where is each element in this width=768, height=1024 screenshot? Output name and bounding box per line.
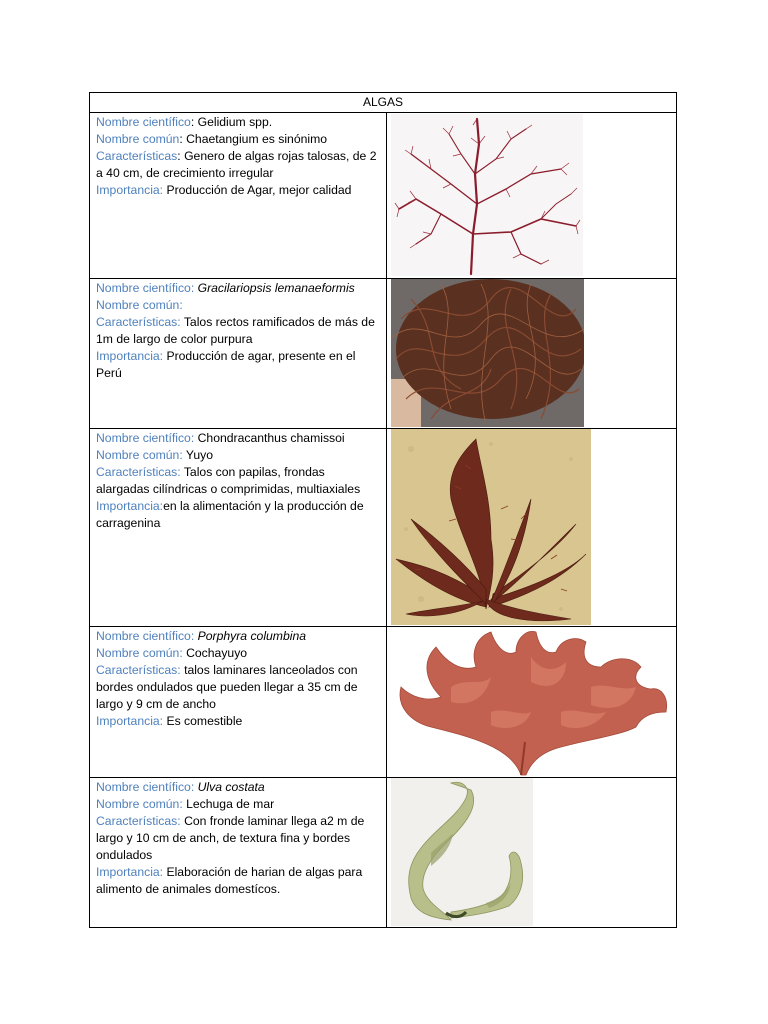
table-row — [90, 279, 677, 429]
field-label: Nombre científico — [96, 115, 191, 129]
porphyra-image — [391, 627, 673, 776]
importance-line — [96, 348, 380, 382]
characteristics-line — [96, 662, 380, 713]
chondracanthus-image — [391, 429, 591, 625]
importance: Elaboración de harian de algas para alimento de animales domestícos. — [96, 865, 363, 896]
common-name-line — [96, 297, 380, 314]
description-cell — [90, 778, 387, 928]
common-name-line — [96, 796, 380, 813]
characteristics-line — [96, 464, 380, 498]
characteristics-line — [96, 314, 380, 348]
common-name: Yuyo — [185, 448, 213, 462]
field-label: Características: — [96, 315, 181, 329]
field-label: Características: — [96, 663, 181, 677]
field-label: Nombre científico: — [96, 431, 195, 445]
common-name: Chaetangium es sinónimo — [186, 132, 328, 146]
common-name-line: Nombre común: Chaetangium es sinónimo — [96, 132, 328, 146]
common-name: Lechuga de mar — [186, 797, 275, 811]
description-cell — [90, 113, 387, 279]
characteristics: Talos con papilas, frondas alargadas cilíndricas o comprimidas, multiaxiales — [96, 465, 361, 496]
field-label: Importancia: — [96, 183, 164, 197]
image-cell — [387, 113, 677, 279]
field-label: Nombre común: — [96, 797, 183, 811]
field-label: Nombre científico: — [96, 629, 195, 643]
description-cell — [90, 279, 387, 429]
field-label: Nombre científico: — [96, 281, 195, 295]
importance: en la alimentación y la producción de carragenina — [96, 499, 364, 530]
table-row — [90, 778, 677, 928]
importance-line — [96, 713, 380, 730]
characteristics-line: Características: Genero de algas rojas talosas, de 2 a 40 cm, de crecimiento irregular — [96, 149, 377, 180]
importance: Producción de Agar, mejor calidad — [166, 183, 352, 197]
characteristics: talos laminares lanceolados con bordes ondulados que pueden llegar a 35 cm de largo y 9 cm de ancho — [96, 663, 358, 711]
image-cell — [387, 627, 677, 778]
importance: Es comestible — [166, 714, 243, 728]
common-name: Cochayuyo — [186, 646, 248, 660]
scientific-name-line — [96, 430, 380, 447]
field-label: Características: — [96, 465, 181, 479]
field-label: Importancia: — [96, 349, 164, 363]
description-cell — [90, 429, 387, 627]
description-cell — [90, 627, 387, 778]
importance-line — [96, 498, 380, 532]
importance-line — [96, 864, 380, 898]
field-label: Importancia: — [96, 499, 164, 513]
field-label: Nombre común: — [96, 646, 183, 660]
table-title: ALGAS — [90, 93, 677, 113]
scientific-name-line — [96, 628, 380, 645]
importance-line — [96, 182, 380, 199]
table-row — [90, 627, 677, 778]
field-label: Nombre científico: — [96, 780, 195, 794]
ulva-image — [391, 778, 533, 926]
scientific-name: Chondracanthus chamissoi — [197, 431, 345, 445]
image-cell — [387, 429, 677, 627]
gracilariopsis-image — [391, 279, 584, 427]
field-label: Características — [96, 149, 178, 163]
gelidium-image — [391, 114, 583, 276]
table-row — [90, 113, 677, 279]
importance: Producción de agar, presente en el Perú — [96, 349, 356, 380]
field-label: Importancia: — [96, 714, 164, 728]
table-row — [90, 429, 677, 627]
common-name-line — [96, 447, 380, 464]
scientific-name: Gracilariopsis lemanaeformis — [197, 281, 355, 295]
field-label: Importancia: — [96, 865, 164, 879]
image-cell — [387, 778, 677, 928]
characteristics: Con fronde laminar llega a2 m de largo y 10 cm de anch, de textura fina y bordes ondulados — [96, 814, 365, 862]
scientific-name: Gelidium spp. — [197, 115, 273, 129]
characteristics: Genero de algas rojas talosas, de 2 a 40 cm, de crecimiento irregular — [96, 149, 377, 180]
image-cell — [387, 279, 677, 429]
field-label: Nombre común: — [96, 298, 183, 312]
scientific-name: Ulva costata — [197, 780, 265, 794]
field-label: Características: — [96, 814, 181, 828]
characteristics: Talos rectos ramificados de más de 1m de largo de color purpura — [96, 315, 375, 346]
field-label: Nombre común: — [96, 448, 183, 462]
characteristics-line — [96, 813, 380, 864]
scientific-name-line — [96, 779, 380, 796]
scientific-name-line: Nombre científico: Gelidium spp. — [96, 115, 273, 129]
common-name-line — [96, 645, 380, 662]
field-label: Nombre común — [96, 132, 180, 146]
algas-table — [89, 92, 677, 928]
scientific-name-line — [96, 280, 380, 297]
scientific-name: Porphyra columbina — [197, 629, 306, 643]
